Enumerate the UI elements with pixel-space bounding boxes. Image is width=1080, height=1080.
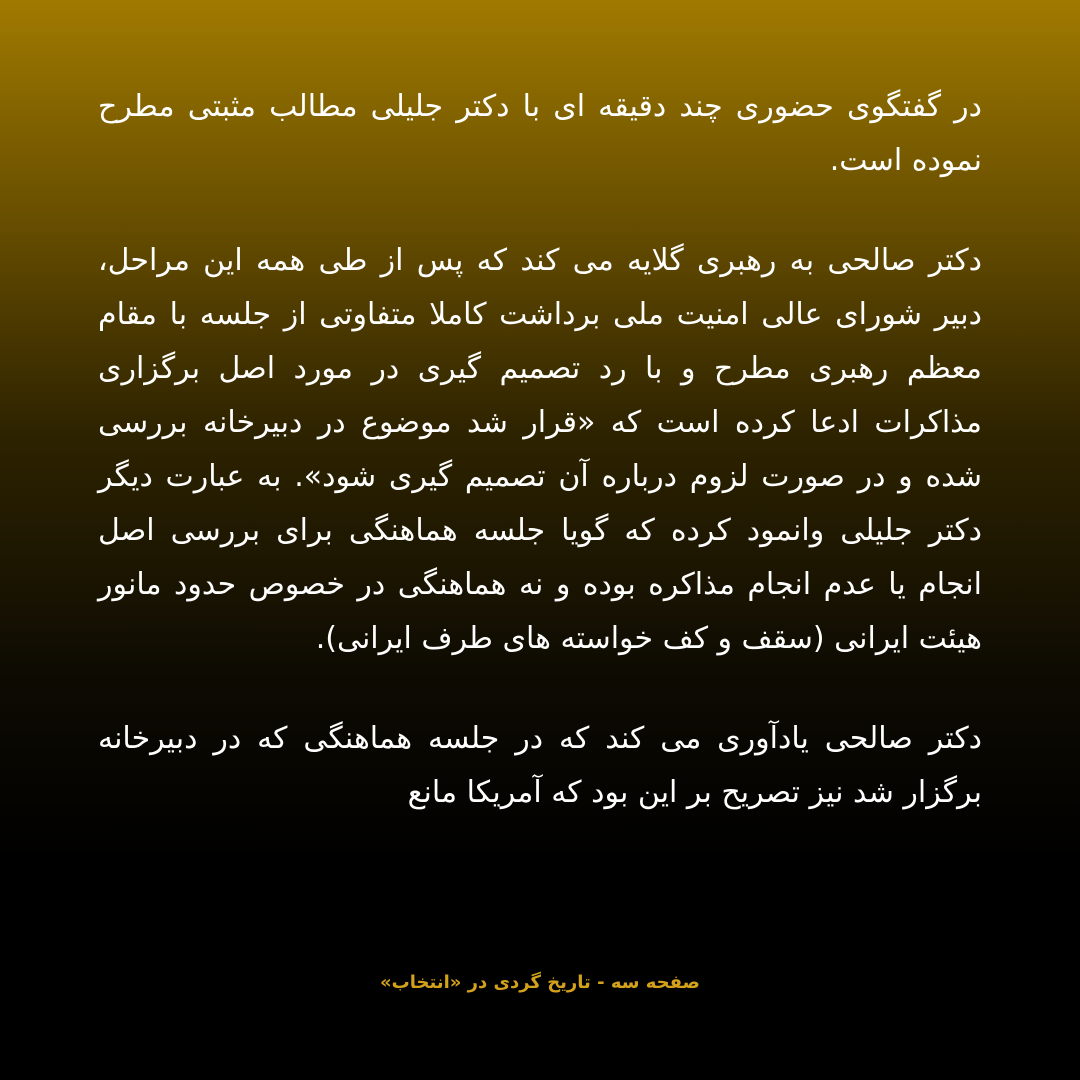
- paragraph-1: در گفتگوی حضوری چند دقیقه ای با دکتر جلیلی مطالب مثبتی مطرح نموده است.: [98, 89, 982, 178]
- article-body: [98, 80, 982, 820]
- paragraph-2: دکتر صالحی به رهبری گلایه می کند که پس از طی همه این مراحل، دبیر شورای عالی امنیت ملی برداشت کاملا متفاوتی از جلسه با مقام معظم رهبری مطرح و با رد تصمیم گیری در مورد اصل برگزاری مذاکرات ادعا کرده است که «قرار شد موضوع در دبیرخانه بررسی شده و در صورت لزوم درباره آن تصمیم گیری شود». به عبارت دیگر دکتر جلیلی وانمود کرده که گویا جلسه هماهنگی برای بررسی اصل انجام یا عدم انجام مذاکره بوده و نه هماهنگی در خصوص حدود مانور هیئت ایرانی (سقف و کف خواسته های طرف ایرانی).: [98, 243, 982, 656]
- footer-caption: صفحه سه - تاریخ گردی در «انتخاب»: [380, 972, 700, 993]
- paragraph-3: دکتر صالحی یادآوری می کند که در جلسه هماهنگی که در دبیرخانه برگزار شد نیز تصریح بر این بود که آمریکا مانع: [98, 721, 982, 810]
